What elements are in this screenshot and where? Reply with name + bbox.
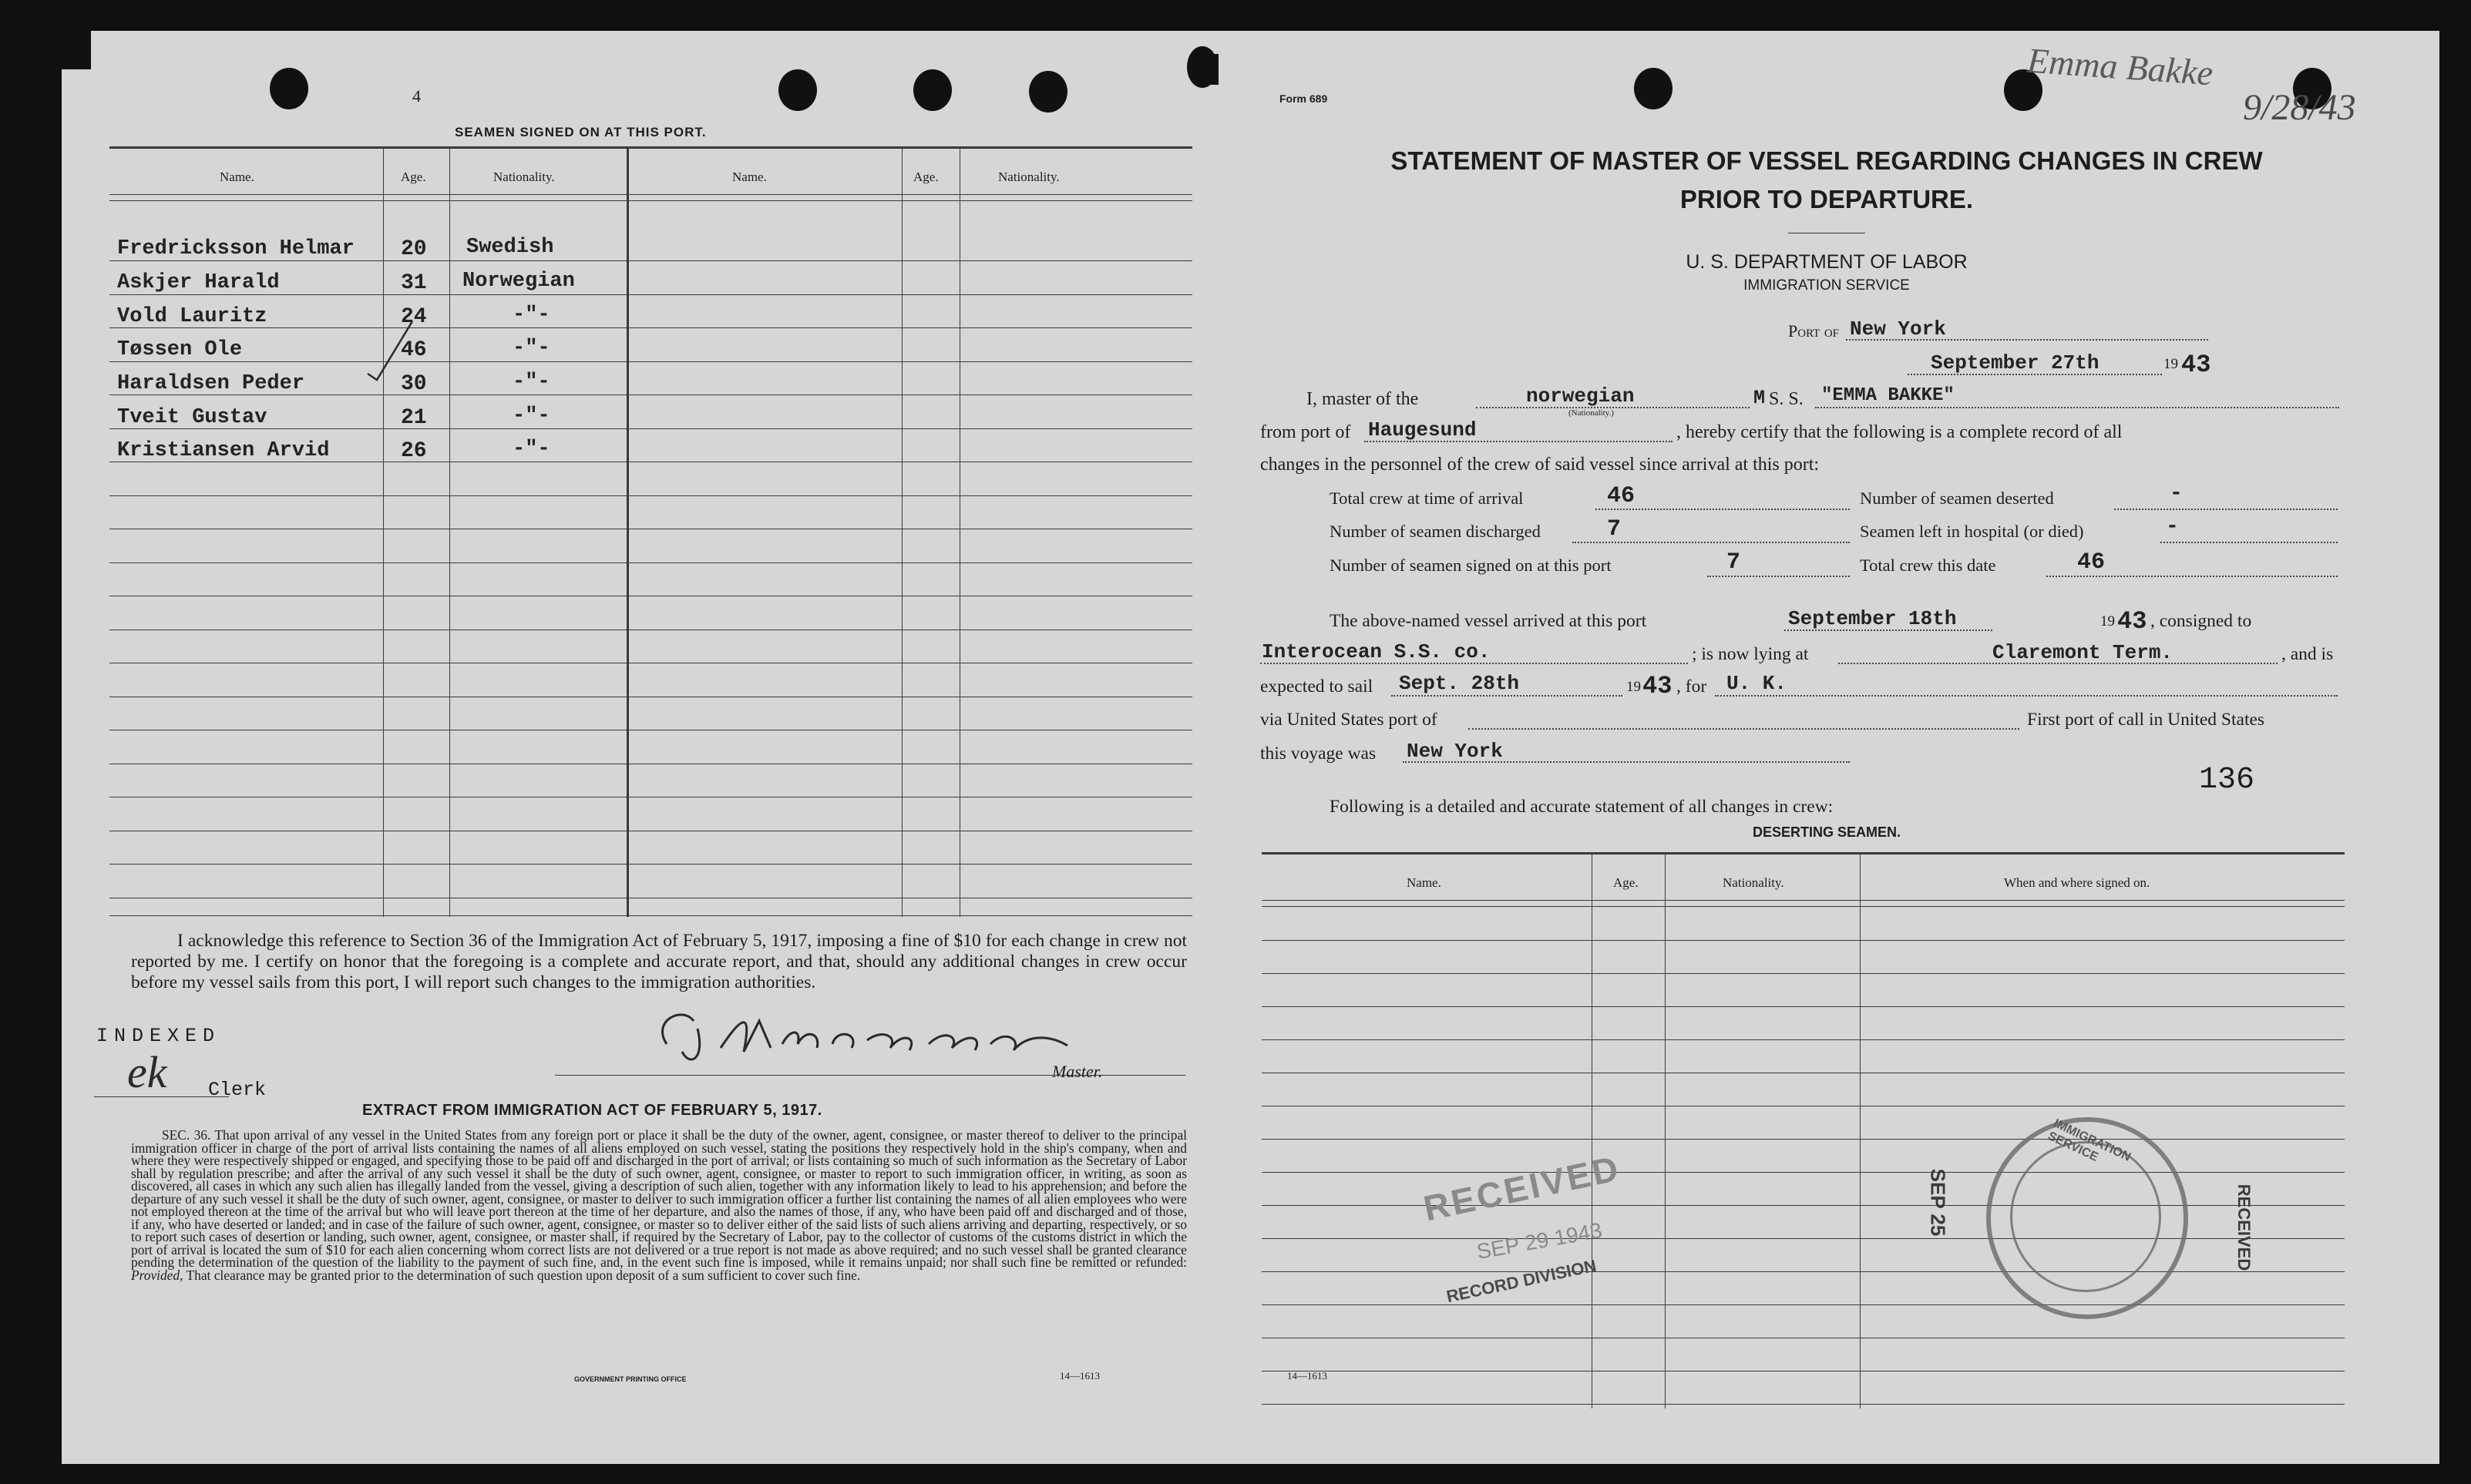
received-date: SEP 29 1943 xyxy=(1474,1217,1604,1264)
col-header-age-2: Age. xyxy=(913,170,939,184)
printing-office: GOVERNMENT PRINTING OFFICE xyxy=(574,1375,687,1383)
stat-hospital-value: - xyxy=(2166,515,2179,539)
table-top-rule xyxy=(109,146,1192,149)
seaman-age: 30 xyxy=(401,372,427,396)
table-row-rule xyxy=(109,428,1192,429)
punch-hole xyxy=(1634,68,1673,109)
seaman-nationality: -"- xyxy=(513,371,550,394)
extract-title: EXTRACT FROM IMMIGRATION ACT OF FEBRUARY 5, 1917. xyxy=(362,1102,822,1119)
changes-text: changes in the personnel of the crew of said vessel since arrival at this port: xyxy=(1260,455,1820,475)
lying-label: ; is now lying at xyxy=(1692,644,1809,664)
col-header-nationality-2: Nationality. xyxy=(998,170,1060,184)
sail-date: Sept. 28th xyxy=(1399,672,1520,695)
desert-row-rule xyxy=(1262,1006,2345,1007)
table-row-rule xyxy=(109,864,1192,865)
date-year-prefix: 19 xyxy=(2163,356,2178,372)
desert-table-header-rule-2 xyxy=(1262,906,2345,907)
stat-discharged-label: Number of seamen discharged xyxy=(1330,522,1541,541)
stat-signed-on-label: Number of seamen signed on at this port xyxy=(1330,556,1612,575)
clerk-rule xyxy=(94,1096,229,1097)
title-line-2: PRIOR TO DEPARTURE. xyxy=(1679,185,1974,213)
desert-table-top-rule xyxy=(1262,852,2345,854)
seaman-nationality: Swedish xyxy=(466,236,554,259)
circle-stamp xyxy=(1986,1117,2188,1319)
col-header-name: Name. xyxy=(220,170,254,184)
seaman-name: Haraldsen Peder xyxy=(117,372,305,395)
date-rule xyxy=(1908,374,2162,375)
seaman-nationality: Norwegian xyxy=(462,270,575,293)
date-value: September 27th xyxy=(1931,351,2100,374)
master-signature xyxy=(636,998,1091,1075)
annotation-name: Emma Bakke xyxy=(2026,40,2214,93)
received-stamp: RECEIVED xyxy=(1420,1147,1624,1229)
col-divider xyxy=(902,148,903,917)
ss-label: S. S. xyxy=(1769,389,1804,409)
stat-total-arrival-value: 46 xyxy=(1607,483,1636,509)
desert-col-nationality: Nationality. xyxy=(1723,875,1784,890)
stat-rule xyxy=(2046,576,2338,577)
desert-row-rule xyxy=(1262,940,2345,941)
seaman-name: Askjer Harald xyxy=(117,271,280,294)
first-port-rule xyxy=(1403,761,1850,763)
annotation-date: 9/28/43 xyxy=(2243,87,2356,128)
seaman-name: Vold Lauritz xyxy=(117,305,267,328)
title-line-1: STATEMENT OF MASTER OF VESSEL REGARDING CHANGES IN CREW xyxy=(1390,146,2263,175)
table-bottom-rule xyxy=(109,915,1192,916)
desert-col-name: Name. xyxy=(1407,875,1441,890)
department: U. S. DEPARTMENT OF LABOR xyxy=(1686,251,1968,273)
seaman-name: Kristiansen Arvid xyxy=(117,439,330,462)
table-header-rule-2 xyxy=(109,200,1192,201)
received-side-stamp: RECEIVED xyxy=(2234,1184,2254,1271)
desert-table-header-rule xyxy=(1262,900,2345,901)
lying-at: Claremont Term. xyxy=(1992,641,2173,664)
seaman-nationality: -"- xyxy=(513,438,550,461)
table-header-rule xyxy=(109,194,1192,195)
desert-row-rule xyxy=(1262,1371,2345,1372)
indexed-label: INDEXED xyxy=(96,1025,221,1047)
sail-date-rule xyxy=(1391,695,1622,697)
via-label: via United States port of xyxy=(1260,710,1437,730)
extract-text xyxy=(131,1129,1187,1281)
check-mark-icon xyxy=(366,320,428,381)
consignee: Interocean S.S. co. xyxy=(1262,640,1491,663)
section-title: SEAMEN SIGNED ON AT THIS PORT. xyxy=(455,125,707,139)
desert-row-rule xyxy=(1262,1139,2345,1140)
extract-proviso: That clearance may be granted prior to the determination of such question upon deposit of a sum sufficient to cover such fine. xyxy=(186,1267,861,1283)
destination: U. K. xyxy=(1726,672,1787,695)
seaman-name: Tveit Gustav xyxy=(117,406,267,429)
vessel-rule xyxy=(1815,407,2339,408)
stat-deserted-label: Number of seamen deserted xyxy=(1860,489,2054,508)
col-divider xyxy=(383,148,384,917)
seaman-age: 20 xyxy=(401,237,427,261)
col-divider xyxy=(449,148,450,917)
stat-rule xyxy=(2160,542,2338,543)
arrived-text: The above-named vessel arrived at this port xyxy=(1330,611,1647,631)
sail-year: 43 xyxy=(1642,672,1673,700)
desert-row-rule xyxy=(1262,1271,2345,1272)
port-rule xyxy=(1846,339,2208,341)
stat-signed-on-value: 7 xyxy=(1726,549,1741,576)
desert-row-rule xyxy=(1262,1304,2345,1305)
record-division: RECORD DIVISION xyxy=(1444,1255,1599,1307)
desert-col-age: Age. xyxy=(1613,875,1639,890)
corner-tab xyxy=(45,23,91,69)
vessel-name: "EMMA BAKKE" xyxy=(1821,385,1955,406)
seaman-nationality: -"- xyxy=(513,405,550,428)
sep-stamp: SEP 25 xyxy=(1926,1168,1950,1237)
certify-text: , hereby certify that the following is a complete record of all xyxy=(1676,422,2123,442)
table-row-rule xyxy=(109,260,1192,261)
circle-stamp-text: IMMIGRATION SERVICE xyxy=(2046,1116,2133,1164)
deserting-title: DESERTING SEAMEN. xyxy=(1752,824,1901,840)
stat-deserted-value: - xyxy=(2170,482,2183,505)
expected-label: expected to sail xyxy=(1260,677,1373,697)
arrived-rule xyxy=(1784,630,1992,631)
stat-total-today-value: 46 xyxy=(2077,549,2106,576)
col-header-age: Age. xyxy=(401,170,426,184)
right-page xyxy=(1214,31,2439,1464)
nationality-caption: (Nationality.) xyxy=(1568,408,1614,418)
following-text: Following is a detailed and accurate statement of all changes in crew: xyxy=(1330,797,1834,817)
port-label: Port of xyxy=(1788,321,1840,341)
lying-rule xyxy=(1838,663,2278,664)
punch-hole xyxy=(778,69,817,111)
seaman-age: 24 xyxy=(401,305,427,329)
seaman-age: 21 xyxy=(401,406,427,430)
arrived-year: 43 xyxy=(2117,607,2147,636)
desert-col-signed-on: When and where signed on. xyxy=(2004,875,2150,890)
punch-hole xyxy=(1029,71,1067,112)
stat-rule xyxy=(2114,509,2338,510)
seaman-age: 26 xyxy=(401,439,427,463)
and-is: , and is xyxy=(2281,644,2334,664)
via-rule xyxy=(1468,728,2019,730)
extract-proviso-label: Provided, xyxy=(131,1267,183,1283)
from-port-value: Haugesund xyxy=(1368,418,1477,442)
col-divider-center xyxy=(627,148,629,917)
desert-row-rule xyxy=(1262,1404,2345,1405)
consignee-rule xyxy=(1260,663,1688,664)
nationality-value: norwegian xyxy=(1526,384,1635,408)
form-number: 136 xyxy=(2199,763,2255,797)
for-label: , for xyxy=(1676,677,1707,697)
seaman-name: Tøssen Ole xyxy=(117,338,243,361)
ms-label: M xyxy=(1753,387,1766,409)
left-form-code: 14—1613 xyxy=(1060,1370,1100,1382)
desert-col-divider xyxy=(1860,854,1861,1408)
port-value: New York xyxy=(1850,317,1946,341)
master-label: Master. xyxy=(1052,1062,1103,1081)
arrived-date: September 18th xyxy=(1788,607,1957,630)
service: IMMIGRATION SERVICE xyxy=(1743,277,1910,294)
stat-hospital-label: Seamen left in hospital (or died) xyxy=(1860,522,2084,541)
page-number: 4 xyxy=(412,86,421,106)
first-port-value: New York xyxy=(1407,740,1503,763)
desert-col-divider xyxy=(1665,854,1666,1408)
desert-row-rule xyxy=(1262,1039,2345,1040)
left-page xyxy=(62,31,1218,1464)
stat-rule xyxy=(1572,542,1850,543)
form-label: Form 689 xyxy=(1279,92,1328,105)
seaman-nationality: -"- xyxy=(513,337,550,360)
right-form-code: 14—1613 xyxy=(1287,1370,1327,1382)
from-port-label: from port of xyxy=(1260,422,1351,442)
acknowledgement-text: I acknowledge this reference to Section 36 of the Immigration Act of February 5, 1917, imposing a fine of $10 for each change in crew not reported by me. I certify on honor that the foregoing is a complete and accurate report, and that, should any additional changes in crew occur before my vessel sails from this port, I will report such changes to the immigration authorities. xyxy=(131,931,1187,992)
col-header-name-2: Name. xyxy=(732,170,767,184)
seaman-age: 31 xyxy=(401,271,427,295)
binding-edge xyxy=(1206,54,1219,85)
this-voyage-label: this voyage was xyxy=(1260,744,1377,764)
col-header-nationality: Nationality. xyxy=(493,170,555,184)
seaman-name: Fredricksson Helmar xyxy=(117,237,355,260)
table-row-rule xyxy=(109,562,1192,563)
desert-row-rule xyxy=(1262,973,2345,974)
master-of-label: I, master of the xyxy=(1306,389,1419,409)
first-port-label: First port of call in United States xyxy=(2027,710,2265,730)
destination-rule xyxy=(1715,695,2338,697)
from-port-rule xyxy=(1364,441,1673,442)
clerk-label: Clerk xyxy=(208,1079,267,1101)
table-row-rule xyxy=(109,495,1192,496)
clerk-initials: ek xyxy=(127,1047,167,1097)
punch-hole xyxy=(913,69,952,111)
punch-hole xyxy=(270,68,308,109)
stat-discharged-value: 7 xyxy=(1607,516,1622,542)
seaman-age: 46 xyxy=(401,338,427,362)
sail-year-prefix: 19 xyxy=(1626,679,1641,695)
table-row-rule xyxy=(109,361,1192,362)
extract-body: SEC. 36. That upon arrival of any vessel in the United States from any foreign port or place it shall be the duty of the owner, agent, consignee, or master thereof to deliver to the principal immigration officer in charge of the port of arrival lists containing the names of all aliens employed on such vessel, stating the positions they respectively hold in the ship's company, when and where they were respectively shipped or engaged, and specifying those to be paid off and discharged in the port of arrival; or lists containing so much of such information as the Secretary of Labor shall by regulation prescribe; and after the arrival of any such vessel it shall be the duty of such owner, agent, consignee, or master to report to such immigration officer, in writing, as soon as discovered, all cases in which any such alien has illegally landed from the vessel, giving a description of such alien, together with any information likely to lead to his apprehension; and before the departure of any such vessel it shall be the duty of such owner, agent, consignee, or master to deliver to such immigration officer a further list containing the names of all alien employees who were not employed thereon at the time of the arrival but who will leave port thereon at the time of her departure, and also the names of those, if any, who have been paid off and discharged and of those, if any, who have deserted or landed; and in case of the failure of such owner, agent, consignee, or master so to deliver either of the said lists of such aliens arriving and departing, respectively, or so to report such cases of desertion or landing, such owner, agent, consignee, or master shall, if required by the Secretary of Labor, pay to the collector of customs of the customs district in which the port of arrival is located the sum of $10 for each alien concerning whom correct lists are not delivered or a true report is not made as above required; and no such vessel shall be granted clearance pending the determination of the question of the liability to the payment of such fine, and, in the event such fine is imposed, while it remains unpaid; nor shall such fine be remitted or refunded: xyxy=(131,1127,1187,1270)
date-year: 43 xyxy=(2181,351,2211,379)
stat-rule xyxy=(1707,576,1850,577)
consigned-label: , consigned to xyxy=(2150,611,2252,631)
table-row-rule xyxy=(109,327,1192,328)
stat-total-arrival-label: Total crew at time of arrival xyxy=(1330,489,1524,508)
seaman-nationality: -"- xyxy=(513,304,550,327)
stat-rule xyxy=(1595,509,1850,510)
desert-row-rule xyxy=(1262,1172,2345,1173)
stat-total-today-label: Total crew this date xyxy=(1860,556,1996,575)
arrived-year-prefix: 19 xyxy=(2100,613,2115,630)
